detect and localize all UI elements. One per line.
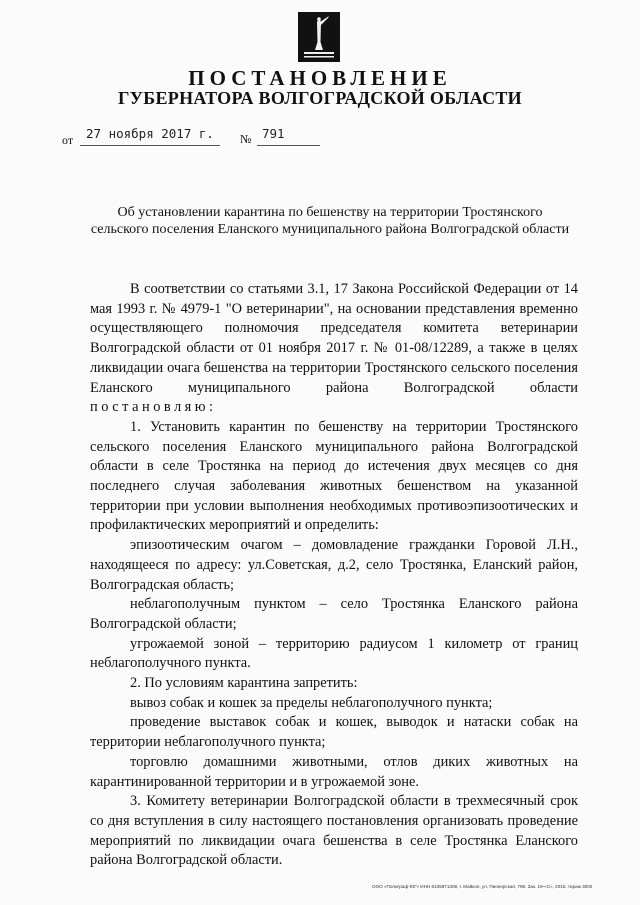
date-underline	[80, 145, 220, 146]
item-3: 3. Комитету ветеринарии Волгоградской области в трехмесячный срок со дня вступления в силу настоящего постановления организовать проведение мероприятий по ликвидации очага бешенства в селе Тростянка Еланского района Волгоградской области.	[90, 793, 578, 869]
document-number: 791	[262, 126, 285, 141]
item-1-epizootic-focus: эпизоотическим очагом – домовладение гражданки Горовой Л.Н., находящееся по адресу: ул.Советская, д.2, село Тростянка, Еланский район, Волгоградская область;	[90, 537, 578, 593]
intro-paragraph: В соответствии со статьями 3.1, 17 Закона Российской Федерации от 14 мая 1993 г. № 4979-1 "О ветеринарии", на основании представления временно осуществляющего полномочия председателя комитета ветеринарии Волгоградской области от 01 ноября 2017 г. № 01-08/12289, а также в целях ликвидации очага бешенства на территории Тростянского сельского поселения Еланского муниципального района Волгоградской области постановляю:	[90, 281, 578, 416]
printer-imprint: ООО «Полиграф-ЮГ» ИНН 6105871308, г. Майкоп, ул. Пионерская, 798. Зак. 19-«С», 2015, тираж 3000	[372, 884, 593, 889]
decree-word: постановляю:	[90, 399, 217, 416]
item-2-export-ban: вывоз собак и кошек за пределы неблагополучного пункта;	[130, 694, 493, 711]
number-label: №	[240, 132, 252, 146]
document-subtitle: ГУБЕРНАТОРА ВОЛГОГРАДСКОЙ ОБЛАСТИ	[118, 88, 522, 108]
number-underline	[257, 145, 320, 146]
item-1-threatened-zone: угрожаемой зоной – территорию радиусом 1 километр от границ неблагополучного пункта.	[90, 635, 578, 672]
date-label: от	[62, 133, 74, 147]
document-subject: Об установлении карантина по бешенству на территории Тростянского сельского поселения Еланского муниципального района Волгоградской области	[90, 205, 570, 237]
item-2-exhibitions-ban: проведение выставок собак и кошек, выводок и натаски собак на территории неблагополучного пункта;	[90, 714, 578, 751]
document-title: ПОСТАНОВЛЕНИЕ	[188, 66, 452, 90]
item-2-trade-ban: торговлю домашними животными, отлов диких животных на карантинированной территории и в угрожаемой зоне.	[90, 753, 578, 790]
date-number-row	[0, 126, 640, 148]
item-1: 1. Установить карантин по бешенству на территории Тростянского сельского поселения Еланского муниципального района Волгоградской области в селе Тростянка на период до истечения двух месяцев со дня последнего случая заболевания животных бешенством на указанной территории при условии выполнения необходимых противоэпизоотических и профилактических мероприятий и определить:	[90, 418, 578, 534]
document-date: 27 ноября 2017 г.	[86, 126, 214, 141]
coat-of-arms-icon	[298, 12, 340, 62]
item-2: 2. По условиям карантина запретить:	[130, 675, 358, 692]
item-1-unfavorable-point: неблагополучным пунктом – село Тростянка Еланского района Волгоградской области;	[90, 596, 578, 632]
document-body	[90, 280, 578, 871]
